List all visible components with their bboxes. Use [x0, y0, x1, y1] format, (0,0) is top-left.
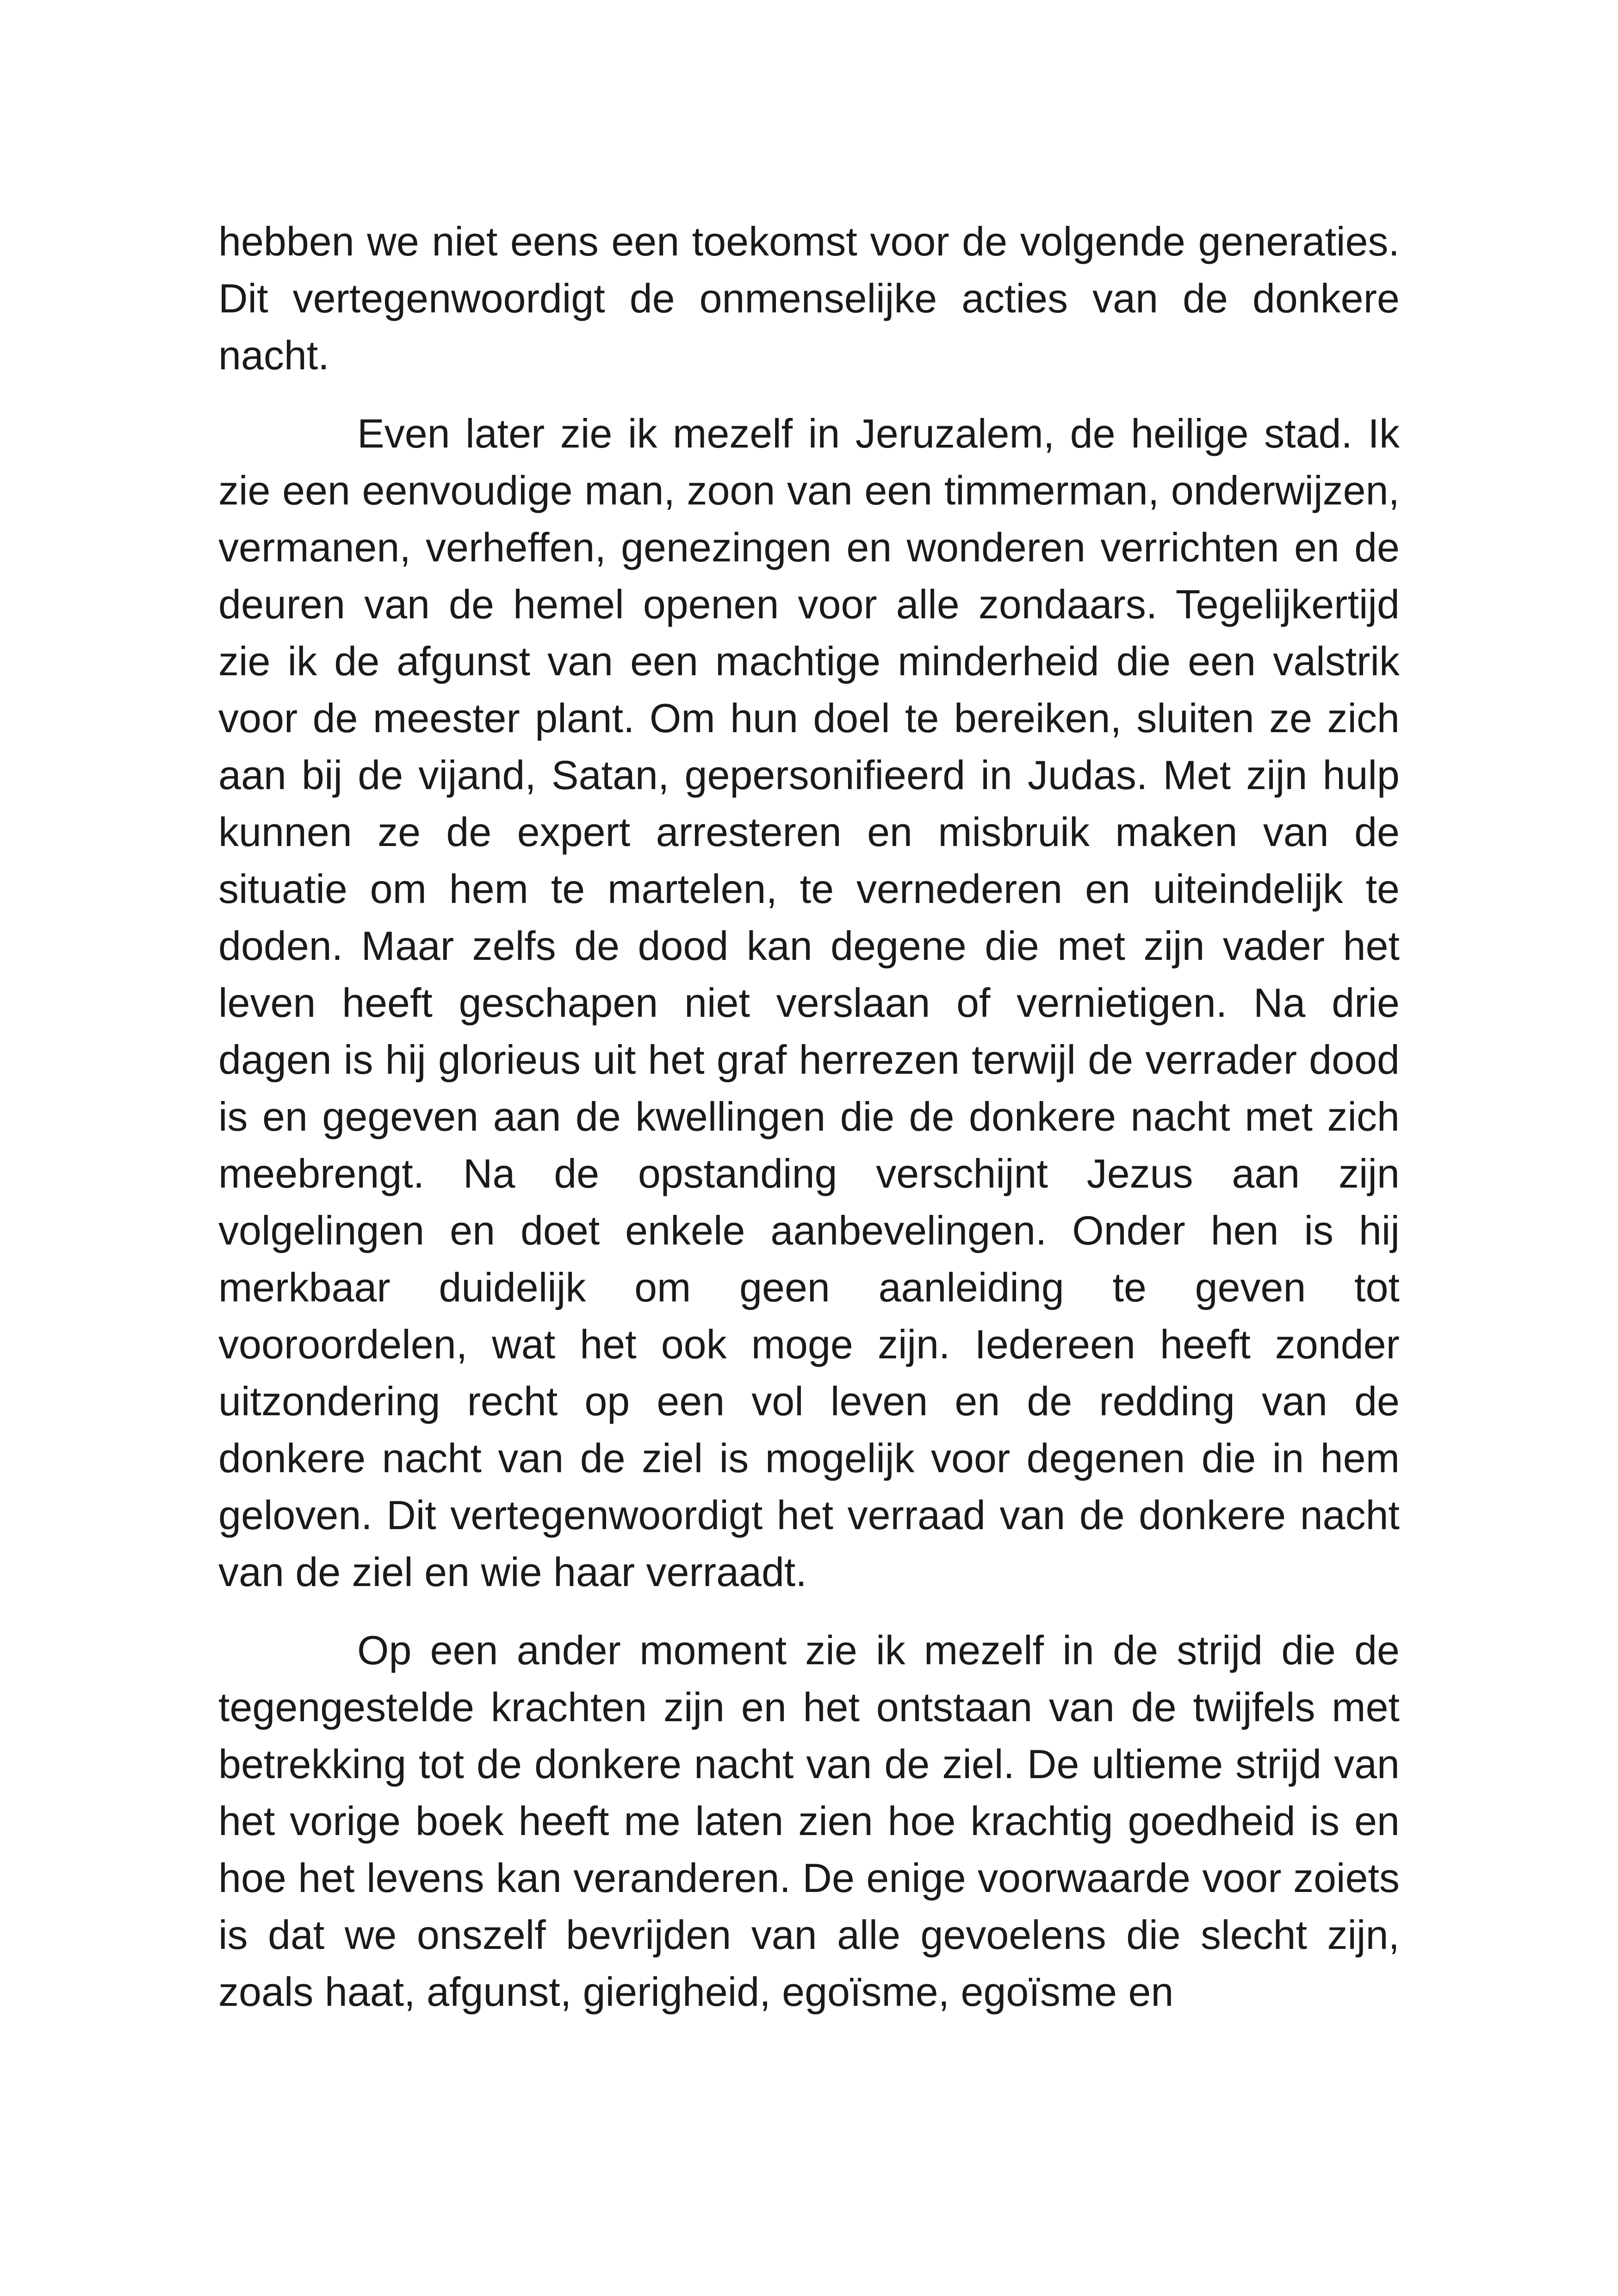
paragraph-3: Op een ander moment zie ik mezelf in de strijd die de tegengestelde krachten zijn en het ontstaan van de twijfels met betrekking tot de donkere nacht van de ziel. De ultieme strijd van het vorige boek heeft me laten zien hoe krachtig goedheid is en hoe het levens kan veranderen. De enige voorwaarde voor zoiets is dat we onszelf bevrijden van alle gevoelens die slecht zijn, zoals haat, afgunst, gierigheid, egoïsme, egoïsme en [218, 1627, 1400, 2015]
paragraph-2: Even later zie ik mezelf in Jeruzalem, de heilige stad. Ik zie een eenvoudige man, zoon van een timmerman, onderwijzen, vermanen, verheffen, genezingen en wonderen verrichten en de deuren van de hemel openen voor alle zondaars. Tegelijkertijd zie ik de afgunst van een machtige minderheid die een valstrik voor de meester plant. Om hun doel te bereiken, sluiten ze zich aan bij de vijand, Satan, gepersonifieerd in Judas. Met zijn hulp kunnen ze de expert arresteren en misbruik maken van de situatie om hem te martelen, te vernederen en uiteindelijk te doden. Maar zelfs de dood kan degene die met zijn vader het leven heeft geschapen niet verslaan of vernietigen. Na drie dagen is hij glorieus uit het graf herrezen terwijl de verrader dood is en gegeven aan de kwellingen die de donkere nacht met zich meebrengt. Na de opstanding verschijnt Jezus aan zijn volgelingen en doet enkele aanbevelingen. Onder hen is hij merkbaar duidelijk om geen aanleiding te geven tot vooroordelen, wat het ook moge zijn. Iedereen heeft zonder uitzondering recht op een vol leven en de redding van de donkere nacht van de ziel is mogelijk voor degenen die in hem geloven. Dit vertegenwoordigt het verraad van de donkere nacht van de ziel en wie haar verraadt. [218, 411, 1400, 1595]
body-text [218, 213, 1400, 2020]
paragraph-1: hebben we niet eens een toekomst voor de volgende generaties. Dit vertegenwoordigt de onmenselijke acties van de donkere nacht. [218, 218, 1400, 378]
